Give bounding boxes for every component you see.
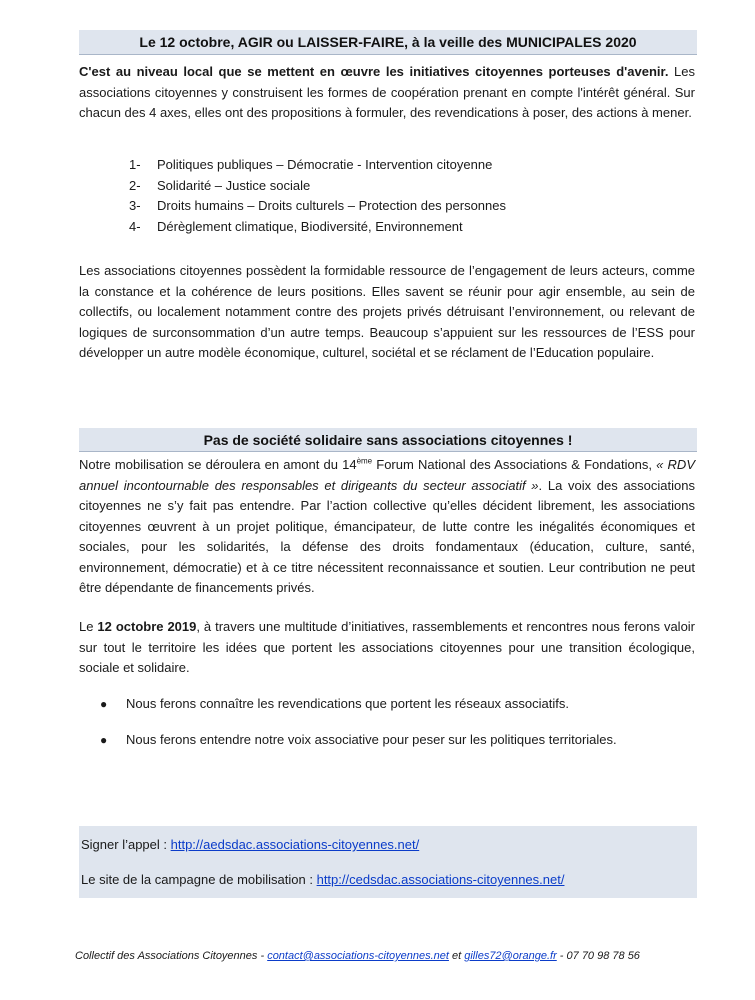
intro-lead: C'est au niveau local que se mettent en œuvre les initiatives citoyennes porteuses d'avenir. (79, 64, 669, 79)
bullet-text: Nous ferons entendre notre voix associative pour peser sur les politiques territoriales. (126, 732, 617, 747)
axis-item (129, 155, 506, 176)
ordinal-suffix: ème (356, 456, 373, 466)
contact-email-link[interactable]: contact@associations-citoyennes.net (267, 950, 449, 962)
axis-label: Politiques publiques – Démocratie - Intervention citoyenne (157, 157, 493, 172)
axis-label: Solidarité – Justice sociale (157, 177, 311, 193)
site-line (81, 872, 564, 887)
bullet-list (100, 692, 617, 764)
site-label: Le site de la campagne de mobilisation : (81, 872, 317, 887)
para4-before: Le (79, 619, 98, 634)
section-heading: Pas de société solidaire sans associations citoyennes ! (79, 428, 697, 452)
associations-paragraph: Les associations citoyennes possèdent la formidable ressource de l’engagement de leurs acteurs, comme la constance et la cohérence de leurs positions. Elles savent se réunir pour agir ensemble, au sein de collectifs, ou localement notamment contre des projets privés détruisant l’environnement, ou relevant de logiques de surconsommation d’un autre temps. Beaucoup s’appuient sur les ressources de l’ESS pour développer un autre modèle économique, culturel, sociétal et se réclament de l’Education populaire. (79, 263, 695, 360)
date-paragraph (79, 617, 695, 679)
intro-rest: Les associations citoyennes y construisent les formes de coopération prenant en compte l'intérêt général. Sur chacun des 4 axes, elles ont des propositions à formuler, des revendications à poser, des actions à mener. (79, 64, 696, 120)
intro-paragraph (79, 62, 695, 124)
sign-line (81, 837, 419, 852)
para3-before: Notre mobilisation se déroulera en amont du 14 (79, 457, 357, 472)
footer-and: et (448, 950, 465, 962)
para3-rest: . La voix des associations citoyennes ne s’y fait pas entendre. Par l’action collective qu’elles décident librement, les associations citoyennes œuvrent à un projet politique, émancipateur, de lutte contre les inégalités économiques et sociales, pour les solidarités, la défense des droits fondamentaux (éducation, culture, santé, environnement, démocratie) et à ce titre nécessitent reconnaissance et soutien. Leur contribution ne peut être dépendante de financements privés. (79, 477, 695, 595)
para4-rest: , à travers une multitude d’initiatives, rassemblements et rencontres nous ferons valoir sur tout le territoire les idées que portent les associations citoyennes pour une transition écologique, sociale et solidaire. (79, 619, 696, 675)
bullet-item (100, 692, 617, 728)
axis-number: 1- (129, 157, 141, 172)
axis-number: 2- (129, 177, 141, 193)
footer-org: Collectif des Associations Citoyennes - (75, 950, 268, 962)
bullet-item (100, 728, 617, 764)
axis-item (129, 217, 506, 238)
bullet-text: Nous ferons connaître les revendications que portent les réseaux associatifs. (126, 696, 569, 711)
campaign-site-link[interactable]: http://cedsdac.associations-citoyennes.net/ (316, 872, 565, 887)
axis-number: 4- (129, 218, 141, 234)
axis-item (129, 176, 506, 197)
footer-phone: - 07 70 98 78 56 (556, 950, 640, 962)
forum-quote: « RDV annuel incontournable des responsables et dirigeants du secteur associatif » (79, 457, 695, 493)
bullet-icon: ● (100, 697, 108, 711)
footer (75, 950, 715, 962)
axis-number: 3- (129, 198, 141, 213)
event-date: 12 octobre 2019 (97, 619, 197, 634)
para3-after-sup: Forum National des Associations & Fondations, (372, 457, 657, 472)
sign-link[interactable]: http://aedsdac.associations-citoyennes.net/ (170, 837, 420, 852)
gilles-email-link[interactable]: gilles72@orange.fr (464, 950, 557, 962)
axes-list (129, 155, 506, 237)
axis-label: Droits humains – Droits culturels – Protection des personnes (157, 198, 506, 213)
links-box (79, 826, 697, 898)
sign-label: Signer l’appel : (81, 837, 171, 852)
axis-label: Dérèglement climatique, Biodiversité, Environnement (157, 218, 463, 234)
bullet-icon: ● (100, 733, 108, 747)
mobilisation-paragraph (79, 455, 695, 599)
axis-item (129, 196, 506, 217)
page-title: Le 12 octobre, AGIR ou LAISSER-FAIRE, à la veille des MUNICIPALES 2020 (79, 30, 697, 55)
